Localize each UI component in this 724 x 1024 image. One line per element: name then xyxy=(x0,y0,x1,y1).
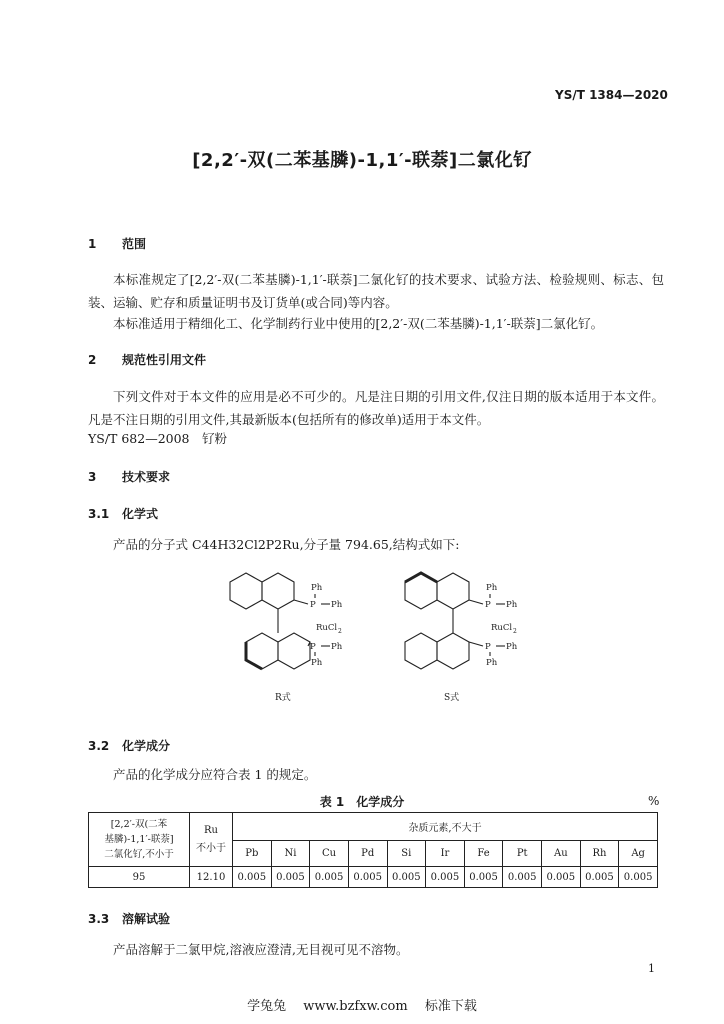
s-ph-right-bottom: Ph xyxy=(506,642,518,652)
header-ru xyxy=(190,813,233,867)
section-3-2-number: 3.2 xyxy=(88,739,110,753)
cell-impurity-ag: 0.005 xyxy=(619,867,658,888)
section-1-heading xyxy=(88,235,146,252)
section-2-number: 2 xyxy=(88,353,97,367)
table-unit: % xyxy=(648,794,660,808)
cell-ru: 12.10 xyxy=(190,867,233,888)
cell-impurity-rh: 0.005 xyxy=(580,867,619,888)
section-3-3-title: 溶解试验 xyxy=(122,912,171,926)
r-p-top: P xyxy=(310,600,316,610)
molecular-formula: C44H32Cl2P2Ru xyxy=(191,537,300,552)
section-3-3-heading xyxy=(88,910,170,927)
s-ring-2 xyxy=(437,573,469,609)
header-main-line-2: 基膦)-1,1′-联萘] xyxy=(104,834,174,845)
header-ru-symbol: Ru xyxy=(204,824,218,836)
cell-impurity-pd: 0.005 xyxy=(348,867,387,888)
section-1-paragraph-2: 本标准适用于精细化工、化学制药行业中使用的[2,2′-双(二苯基膦)-1,1′-联萘]二氯化钌。 xyxy=(113,316,604,331)
header-element-fe: Fe xyxy=(464,841,503,867)
page-number: 1 xyxy=(648,962,655,975)
structure-diagrams xyxy=(200,560,560,710)
s-ph-bottom: Ph xyxy=(486,658,498,668)
r-ring-4 xyxy=(278,633,310,669)
header-element-si: Si xyxy=(387,841,426,867)
cell-impurity-cu: 0.005 xyxy=(310,867,349,888)
header-element-rh: Rh xyxy=(580,841,619,867)
section-2-title: 规范性引用文件 xyxy=(122,353,207,367)
s-bond-p1 xyxy=(469,600,483,604)
r-ph-top: Ph xyxy=(311,583,323,593)
s-bond-p2 xyxy=(469,642,483,646)
s-rucl-sub: 2 xyxy=(513,628,517,635)
r-ph-right-bottom: Ph xyxy=(331,642,343,652)
r-ring-1 xyxy=(230,573,262,609)
s-ring-3 xyxy=(405,633,437,669)
cell-impurity-ir: 0.005 xyxy=(426,867,465,888)
s-p-top: P xyxy=(485,600,491,610)
r-ph-bottom: Ph xyxy=(311,658,323,668)
header-impurities: 杂质元素,不大于 xyxy=(233,813,658,841)
cell-impurity-au: 0.005 xyxy=(542,867,581,888)
document-title: [2,2′-双(二苯基膦)-1,1′-联萘]二氯化钌 xyxy=(192,150,532,171)
s-label: S式 xyxy=(444,693,460,703)
footer-watermark: 学兔兔 www.bzfxw.com 标准下载 xyxy=(247,999,477,1014)
section-3-2-heading xyxy=(88,737,170,754)
section-3-1-title: 化学式 xyxy=(122,507,159,521)
section-3-1-heading xyxy=(88,505,158,522)
section-3-number: 3 xyxy=(88,470,97,484)
cell-impurity-fe: 0.005 xyxy=(464,867,503,888)
formula-prefix: 产品的分子式 xyxy=(113,537,192,552)
header-element-au: Au xyxy=(542,841,581,867)
cell-impurity-pt: 0.005 xyxy=(503,867,542,888)
table-header-row-1 xyxy=(89,813,658,841)
section-3-1-number: 3.1 xyxy=(88,507,110,521)
s-rucl: RuCl xyxy=(491,623,513,633)
header-element-ni: Ni xyxy=(271,841,310,867)
formula-line xyxy=(113,535,459,553)
header-ru-qualifier: 不小于 xyxy=(196,842,226,854)
cell-impurity-pb: 0.005 xyxy=(233,867,272,888)
header-element-pt: Pt xyxy=(503,841,542,867)
header-element-pd: Pd xyxy=(348,841,387,867)
table-data-row xyxy=(89,867,658,888)
section-2-heading xyxy=(88,351,206,368)
section-3-3-text: 产品溶解于二氯甲烷,溶液应澄清,无目视可见不溶物。 xyxy=(113,942,409,957)
header-main-component xyxy=(89,813,190,867)
r-bold-edge xyxy=(246,642,262,669)
s-labels xyxy=(444,583,518,703)
chemical-composition-table xyxy=(88,812,658,888)
r-ring-2 xyxy=(262,573,294,609)
header-main-line-1: [2,2′-双(二苯 xyxy=(110,819,168,830)
header-element-ag: Ag xyxy=(619,841,658,867)
header-main-line-3: 二氯化钌,不小于 xyxy=(104,849,174,860)
s-ring-4 xyxy=(437,633,469,669)
header-element-cu: Cu xyxy=(310,841,349,867)
section-3-heading xyxy=(88,468,170,485)
section-3-2-text: 产品的化学成分应符合表 1 的规定。 xyxy=(113,767,317,782)
header-element-pb: Pb xyxy=(233,841,272,867)
section-3-title: 技术要求 xyxy=(122,470,171,484)
cell-impurity-si: 0.005 xyxy=(387,867,426,888)
section-1-paragraph-1: 本标准规定了[2,2′-双(二苯基膦)-1,1′-联萘]二氯化钌的技术要求、试验方法、检验规则、标志、包装、运输、贮存和质量证明书及订货单(或合同)等内容。 xyxy=(88,272,664,310)
cell-impurity-ni: 0.005 xyxy=(271,867,310,888)
header-element-ir: Ir xyxy=(426,841,465,867)
section-3-3-number: 3.3 xyxy=(88,912,110,926)
r-ph-right-top: Ph xyxy=(331,600,343,610)
table-caption: 表 1 化学成分 xyxy=(319,795,405,809)
r-label: R式 xyxy=(275,693,291,703)
standard-number: YS/T 1384—2020 xyxy=(555,88,668,102)
section-2-paragraph: 下列文件对于本文件的应用是必不可少的。凡是注日期的引用文件,仅注日期的版本适用于本文件。凡是不注日期的引用文件,其最新版本(包括所有的修改单)适用于本文件。 xyxy=(88,389,664,427)
r-rucl-sub: 2 xyxy=(338,628,342,635)
r-rucl: RuCl xyxy=(316,623,338,633)
s-p-bottom: P xyxy=(485,642,491,652)
formula-suffix: ,分子量 794.65,结构式如下: xyxy=(299,537,460,552)
normative-reference: YS/T 682—2008 钌粉 xyxy=(88,431,228,446)
s-ph-top: Ph xyxy=(486,583,498,593)
s-ph-right-top: Ph xyxy=(506,600,518,610)
r-p-bottom: P xyxy=(310,642,316,652)
section-1-title: 范围 xyxy=(122,237,147,251)
r-bond-p1 xyxy=(294,600,308,604)
r-labels xyxy=(275,583,343,703)
section-1-number: 1 xyxy=(88,237,97,251)
s-bold-edge xyxy=(405,573,437,582)
cell-main-content: 95 xyxy=(89,867,190,888)
section-3-2-title: 化学成分 xyxy=(122,739,171,753)
